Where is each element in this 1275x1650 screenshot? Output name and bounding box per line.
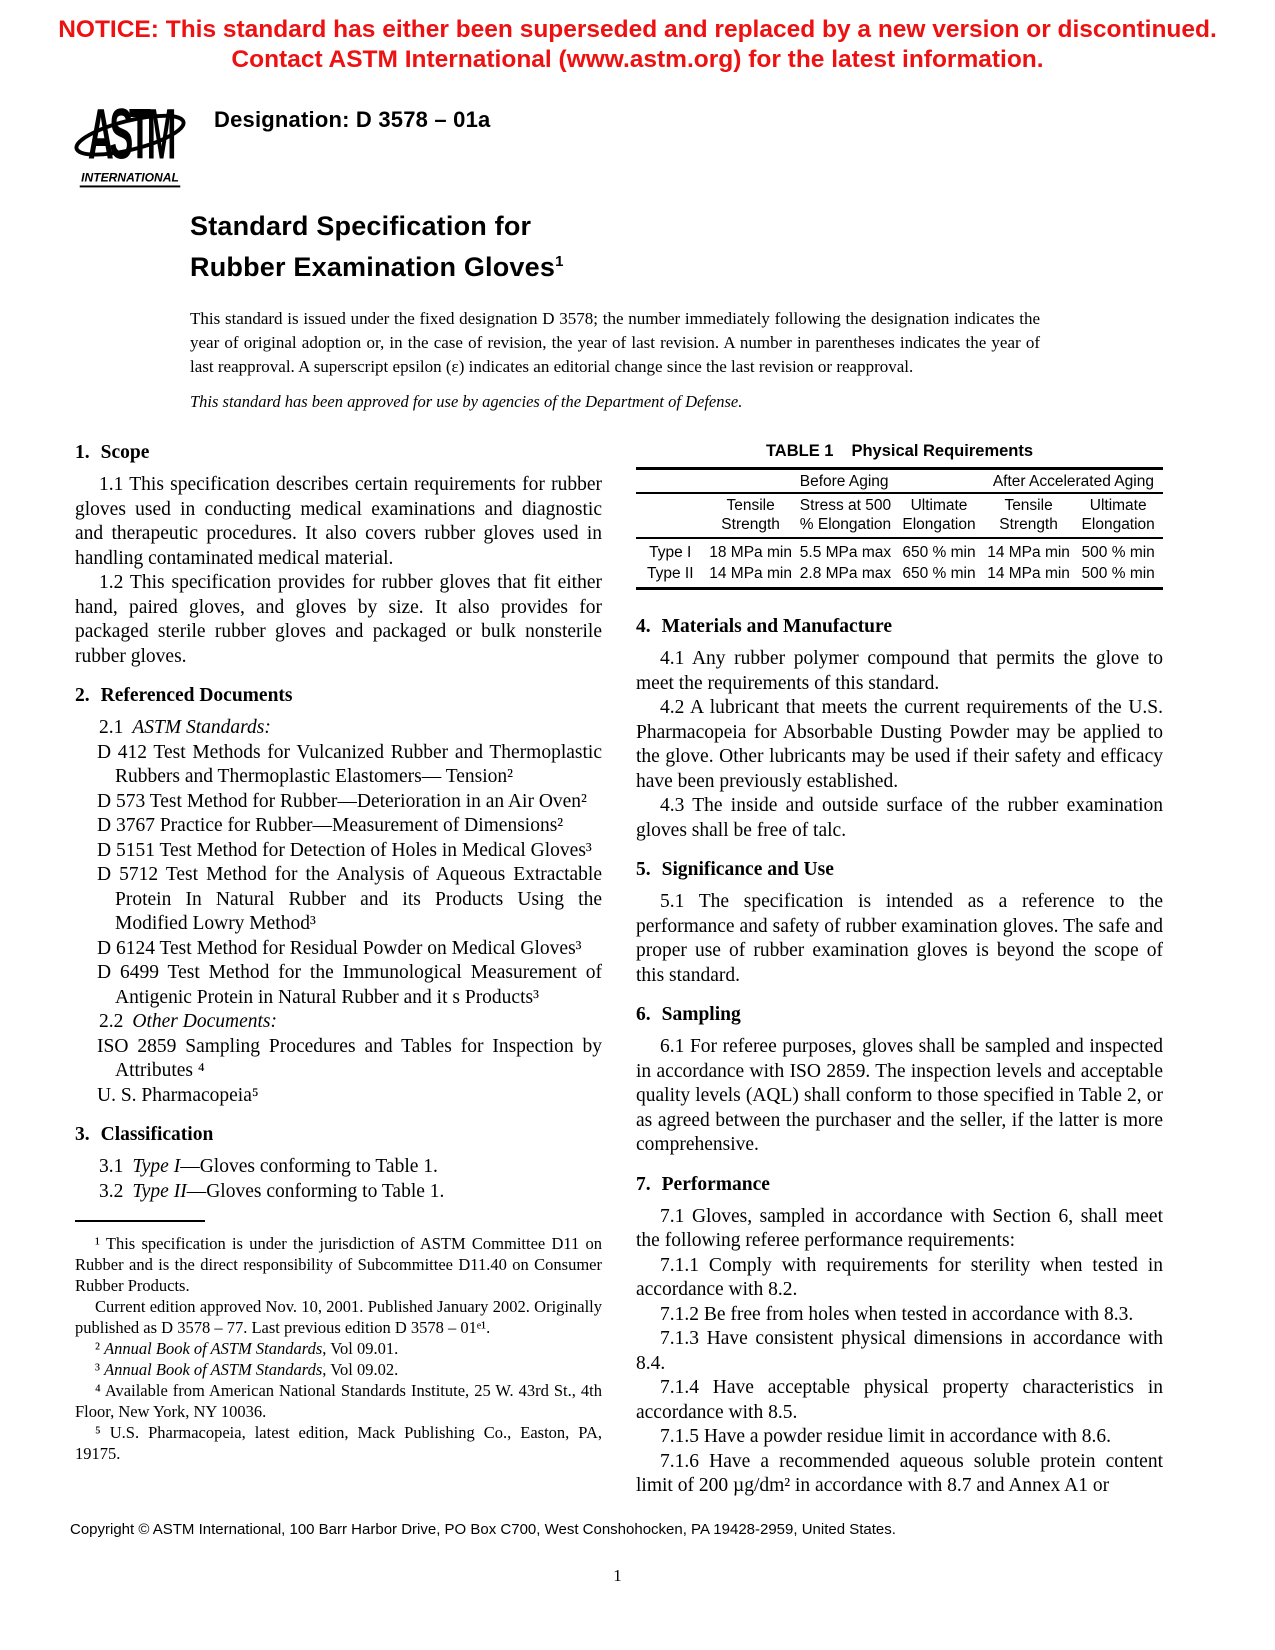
footnote — [75, 1233, 602, 1296]
astm-logo-letters: ASTM — [87, 95, 173, 175]
paragraph-5-1: 5.1 The specification is intended as a reference to the performance and safety of rubber examination gloves. The safe and proper use of rubber examination gloves is beyond the scope of this standard. — [636, 891, 1163, 986]
reference-item: D 3767 Practice for Rubber—Measurement of Dimensions² — [97, 815, 564, 836]
paragraph-7-1-4: 7.1.4 Have acceptable physical property characteristics in accordance with 8.5. — [636, 1377, 1163, 1423]
table-caption — [636, 442, 1163, 461]
paragraph-2-1 — [75, 716, 602, 741]
table-cell: 650 % min — [902, 565, 976, 582]
table-row-label: Type I — [649, 544, 692, 561]
title-line-1: Standard Specification for — [190, 211, 532, 241]
paragraph-3-2-number: 3.2 — [99, 1180, 124, 1202]
paragraph-7-1-5: 7.1.5 Have a powder residue limit in accordance with 8.6. — [660, 1426, 1112, 1447]
paragraph-2-2 — [75, 1010, 602, 1035]
section-4-title: Materials and Manufacture — [661, 616, 892, 637]
footnote — [75, 1380, 602, 1422]
footnote-divider — [75, 1220, 205, 1222]
paragraph-1-2: 1.2 This specification provides for rubber gloves that fit either hand, paired gloves, and gloves by size. It also provides for packaged sterile rubber gloves and packaged or bulk nonsterile rubber gloves. — [75, 572, 602, 667]
paragraph-3-1 — [75, 1155, 602, 1180]
paragraph-1-1: 1.1 This specification describes certain requirements for rubber gloves used in conducting medical examinations and diagnostic and therapeutic procedures. It also covers rubber gloves used in handling contaminated medical material. — [75, 474, 602, 569]
table-row — [636, 563, 1163, 589]
table-cell: 650 % min — [902, 544, 976, 561]
page-number: 1 — [613, 1566, 622, 1585]
page-title — [190, 209, 1275, 285]
paragraph-7-1-1: 7.1.1 Comply with requirements for sterility when tested in accordance with 8.2. — [636, 1254, 1163, 1300]
table-cell: 14 MPa min — [709, 565, 792, 582]
footnote-text: Current edition approved Nov. 10, 2001. Published January 2002. Originally published as D 3578 – 77. Last previous edition D 3578 – 01ᵉ¹. — [75, 1297, 602, 1337]
section-3-heading — [75, 1124, 602, 1146]
table-row — [636, 538, 1163, 563]
paragraph-4-2: 4.2 A lubricant that meets the current requirements of the U.S. Pharmacopeia for Absorbable Dusting Powder may be applied to the glove. Other lubricants may be used if their safety and efficacy have been previously established. — [636, 697, 1163, 792]
section-2-heading — [75, 685, 602, 707]
section-1-heading — [75, 442, 602, 464]
footnote-text: ³ — [95, 1360, 105, 1379]
copyright-line: Copyright © ASTM International, 100 Barr Harbor Drive, PO Box C700, West Conshohocken, PA 19428-2959, United States. — [70, 1521, 896, 1538]
paragraph-6-1: 6.1 For referee purposes, gloves shall be sampled and inspected in accordance with ISO 2859. The inspection levels and acceptable quality levels (AQL) shall conform to those specified in Table 2, or as agreed between the purchaser and the seller, if the latter is more comprehensive. — [636, 1036, 1163, 1155]
reference-item: D 573 Test Method for Rubber—Deterioration in an Air Oven² — [97, 790, 587, 812]
paragraph-7-1: 7.1 Gloves, sampled in accordance with Section 6, shall meet the following referee performance requirements: — [636, 1205, 1163, 1251]
reference-item: U. S. Pharmacopeia⁵ — [97, 1084, 259, 1106]
astm-logo-underline — [80, 185, 181, 187]
paragraph-3-2 — [75, 1180, 602, 1205]
footnote-italic: Annual Book of ASTM Standards — [104, 1360, 323, 1379]
table-group-header-row — [636, 469, 1163, 494]
body-columns — [0, 412, 1275, 1499]
reference-item: D 5712 Test Method for the Analysis of Aqueous Extractable Protein In Natural Rubber and its Products Using the Modified Lowry Method³ — [97, 864, 602, 934]
paragraph-3-1-italic: Type I — [132, 1156, 181, 1177]
issue-note: This standard is issued under the fixed designation D 3578; the number immediately following the designation indicates the year of original adoption or, in the case of revision, the year of last revision. A number in parentheses indicates the year of last reapproval. A superscript epsilon (ε) indicates an editorial change since the last revision or reapproval. — [190, 309, 1040, 376]
section-6-number: 6. — [636, 1004, 651, 1025]
section-7-title: Performance — [661, 1173, 770, 1195]
footnote — [75, 1359, 602, 1380]
supersession-notice — [0, 0, 1275, 75]
table-caption-title: Physical Requirements — [851, 442, 1034, 460]
title-footnote-ref: 1 — [555, 253, 564, 270]
reference-item: D 6499 Test Method for the Immunological Measurement of Antigenic Protein in Natural Rubber and it s Products³ — [97, 962, 602, 1008]
footnote — [75, 1422, 602, 1464]
footnote-text: ² — [95, 1339, 105, 1358]
table-cell: 5.5 MPa max — [799, 544, 892, 561]
reference-item: D 6124 Test Method for Residual Powder on Medical Gloves³ — [97, 937, 582, 959]
notice-line-1: NOTICE: This standard has either been superseded and replaced by a new version or discontinued. — [58, 16, 1217, 43]
right-column — [636, 438, 1163, 1499]
section-4-heading — [636, 616, 1163, 638]
paragraph-2-1-italic: ASTM Standards: — [132, 717, 271, 738]
table-cell: 2.8 MPa max — [799, 565, 892, 582]
section-3-title: Classification — [100, 1124, 214, 1145]
dod-approval-note: This standard has been approved for use by agencies of the Department of Defense. — [190, 392, 743, 411]
reference-item: D 5151 Test Method for Detection of Holes in Medical Gloves³ — [97, 839, 592, 861]
table-caption-label: TABLE 1 — [765, 442, 834, 460]
paragraph-4-1: 4.1 Any rubber polymer compound that permits the glove to meet the requirements of this standard. — [636, 648, 1163, 694]
reference-item: D 412 Test Methods for Vulcanized Rubber and Thermoplastic Rubbers and Thermoplastic Elastomers— Tension² — [97, 741, 602, 787]
footnote-text: ⁴ Available from American National Standards Institute, 25 W. 43rd St., 4th Floor, New York, NY 10036. — [75, 1381, 602, 1421]
footnote-italic: Annual Book of ASTM Standards — [104, 1339, 323, 1358]
reference-item: ISO 2859 Sampling Procedures and Tables for Inspection by Attributes ⁴ — [97, 1035, 602, 1081]
notice-line-2: Contact ASTM International (www.astm.org) for the latest information. — [231, 46, 1044, 73]
section-5-title: Significance and Use — [661, 859, 834, 880]
title-line-2-text: Rubber Examination Gloves — [190, 252, 556, 282]
table-cell: 18 MPa min — [709, 544, 792, 561]
footnote-rest: , Vol 09.01. — [322, 1339, 399, 1358]
section-1-number: 1. — [75, 442, 90, 463]
table-group-after-aging: After Accelerated Aging — [984, 469, 1163, 494]
paragraph-3-1-number: 3.1 — [99, 1156, 124, 1177]
footnote — [75, 1296, 602, 1338]
paragraph-7-1-6: 7.1.6 Have a recommended aqueous soluble protein content limit of 200 µg/dm² in accordance with 8.7 and Annex A1 or — [636, 1450, 1163, 1496]
paragraph-3-2-text: —Gloves conforming to Table 1. — [186, 1180, 445, 1202]
table-column-header: Ultimate Elongation — [894, 493, 984, 538]
paragraph-3-1-text: —Gloves conforming to Table 1. — [180, 1156, 438, 1177]
section-5-heading — [636, 859, 1163, 881]
document-header — [72, 89, 1275, 193]
astm-logo — [72, 89, 188, 193]
astm-logo-international-label: INTERNATIONAL — [81, 170, 179, 185]
paragraph-2-2-number: 2.2 — [99, 1011, 124, 1032]
section-6-heading — [636, 1004, 1163, 1026]
title-line-2 — [190, 244, 1275, 285]
section-2-title: Referenced Documents — [100, 685, 293, 706]
table-column-header: Ultimate Elongation — [1073, 493, 1163, 538]
section-2-number: 2. — [75, 685, 90, 706]
paragraph-4-3: 4.3 The inside and outside surface of the rubber examination gloves shall be free of talc. — [636, 795, 1163, 841]
paragraph-7-1-2: 7.1.2 Be free from holes when tested in accordance with 8.3. — [660, 1303, 1134, 1325]
table-cell: 500 % min — [1081, 544, 1155, 561]
footnote — [75, 1338, 602, 1359]
paragraph-2-1-number: 2.1 — [99, 717, 124, 738]
table-cell: 500 % min — [1081, 565, 1155, 582]
table-corner-cell — [636, 493, 705, 538]
table-row-label: Type II — [646, 565, 694, 582]
table-corner-cell — [636, 469, 705, 494]
section-3-number: 3. — [75, 1124, 90, 1145]
table-group-before-aging: Before Aging — [705, 469, 984, 494]
section-1-title: Scope — [100, 442, 150, 463]
table-cell: 14 MPa min — [987, 565, 1070, 582]
table-column-header: Tensile Strength — [984, 493, 1074, 538]
paragraph-7-1-3: 7.1.3 Have consistent physical dimensions in accordance with 8.4. — [636, 1328, 1163, 1374]
section-7-number: 7. — [636, 1173, 651, 1195]
paragraph-2-2-italic: Other Documents: — [132, 1011, 277, 1032]
physical-requirements-table — [636, 442, 1163, 590]
footnote-text: ⁵ U.S. Pharmacopeia, latest edition, Mack Publishing Co., Easton, PA, 19175. — [75, 1423, 602, 1463]
section-7-heading — [636, 1174, 1163, 1196]
left-column — [75, 438, 602, 1499]
footnote-text: ¹ This specification is under the jurisdiction of ASTM Committee D11 on Rubber and is the direct responsibility of Subcommittee D11.40 on Consumer Rubber Products. — [75, 1234, 602, 1295]
section-4-number: 4. — [636, 616, 651, 637]
section-6-title: Sampling — [661, 1004, 741, 1025]
footnote-rest: , Vol 09.02. — [322, 1360, 399, 1379]
table-column-header-row — [636, 493, 1163, 538]
designation-text: Designation: D 3578 – 01a — [214, 107, 491, 132]
paragraph-3-2-italic: Type II — [132, 1180, 187, 1202]
table-column-header: Stress at 500 % Elongation — [797, 493, 894, 538]
table-column-header: Tensile Strength — [705, 493, 797, 538]
section-5-number: 5. — [636, 859, 651, 880]
table-cell: 14 MPa min — [987, 544, 1070, 561]
